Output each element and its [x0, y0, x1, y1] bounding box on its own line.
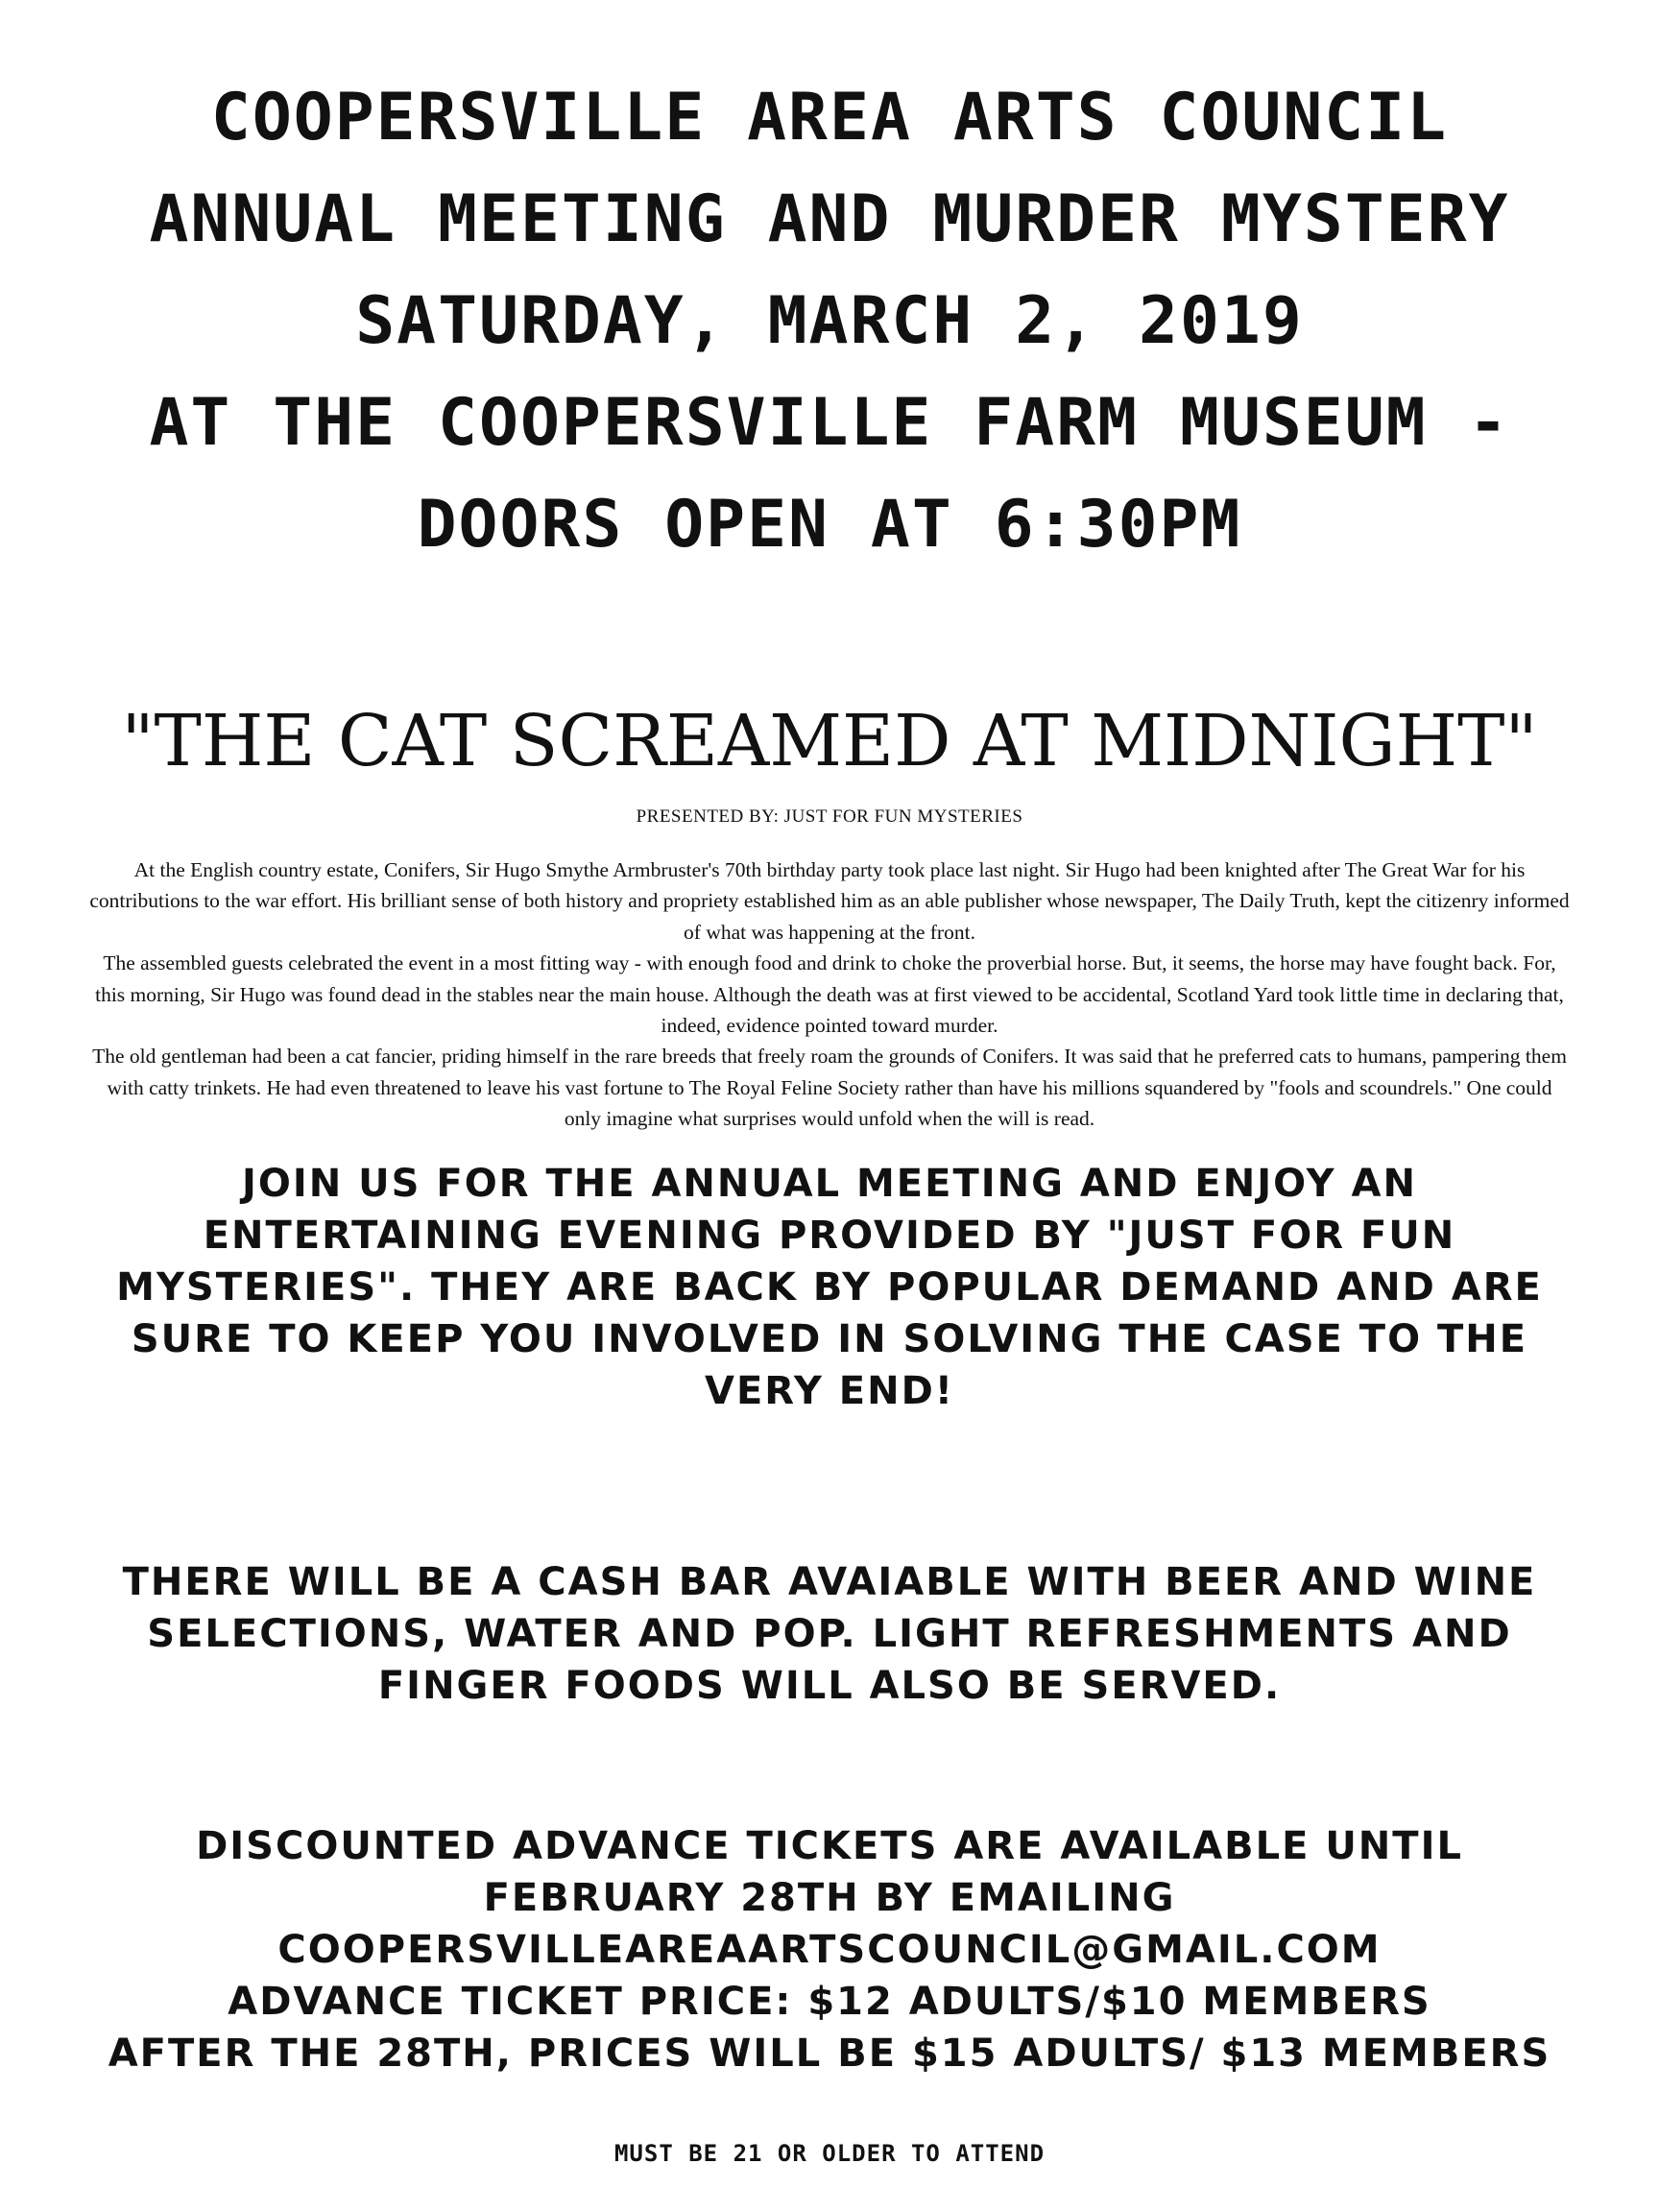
advance-ticket-price: ADVANCE TICKET PRICE: $12 ADULTS/$10 MEMBERS: [228, 1980, 1431, 2024]
event-header: [58, 67, 1601, 576]
play-title: "THE CAT SCREAMED AT MIDNIGHT": [121, 700, 1538, 782]
organization-title: COOPERSVILLE AREA ARTS COUNCIL: [210, 80, 1449, 156]
doors-open-time: DOORS OPEN AT 6:30PM: [417, 487, 1242, 563]
invitation-paragraph: JOIN US FOR THE ANNUAL MEETING AND ENJOY AN ENTERTAINING EVENING PROVIDED BY "JUST FOR FUN MYSTERIES". THEY ARE BACK BY POPULAR DEMAND AND ARE SURE TO KEEP YOU INVOLVED IN SOLVING THE CASE TO THE VERY END!: [116, 1162, 1543, 1413]
event-venue: AT THE COOPERSVILLE FARM MUSEUM -: [149, 385, 1510, 461]
event-date: SATURDAY, MARCH 2, 2019: [355, 283, 1304, 359]
refreshments-paragraph: THERE WILL BE A CASH BAR AVAIABLE WITH BEER AND WINE SELECTIONS, WATER AND POP. LIGHT REFRESHMENTS AND FINGER FOODS WILL ALSO BE SERVED.: [122, 1560, 1537, 1708]
refreshments-text: [67, 1556, 1592, 1712]
contact-email: COOPERSVILLEAREAARTSCOUNCIL@GMAIL.COM: [277, 1928, 1382, 1972]
story-synopsis: [86, 854, 1573, 1135]
story-paragraph: The assembled guests celebrated the event in a most fitting way - with enough food and drink to choke the proverbial horse. But, it seems, the horse may have fought back. For, this morning, Sir Hugo was found dead in the stables near the main house. Although the death was at first viewed to be accidental, Scotland Yard took little time in declaring that, indeed, evidence pointed toward murder.: [95, 951, 1564, 1038]
event-title: ANNUAL MEETING AND MURDER MYSTERY: [149, 181, 1510, 257]
late-ticket-price: AFTER THE 28TH, PRICES WILL BE $15 ADULTS/ $13 MEMBERS: [108, 2032, 1551, 2076]
story-paragraph: The old gentleman had been a cat fancier, priding himself in the rare breeds that freely roam the grounds of Conifers. It was said that he preferred cats to humans, pampering them with catty trinkets. He had even threatened to leave his vast fortune to The Royal Feline Society rather than have his millions squandered by "fools and scoundrels." One could only imagine what surprises would unfold when the will is read.: [92, 1045, 1567, 1131]
invitation-text: [67, 1158, 1592, 1417]
age-requirement: MUST BE 21 OR OLDER TO ATTEND: [613, 2140, 1046, 2167]
story-paragraph: At the English country estate, Conifers, Sir Hugo Smythe Armbruster's 70th birthday party took place last night. Sir Hugo had been knighted after The Great War for his contributions to the war effort. His brilliant sense of both history and propriety established him as an able publisher whose newspaper, The Daily Truth, kept the citizenry informed of what was happening at the front.: [89, 858, 1570, 944]
ticket-deadline: FEBRUARY 28TH BY EMAILING: [483, 1876, 1176, 1920]
ticket-info: [67, 1820, 1592, 2080]
ticket-availability: DISCOUNTED ADVANCE TICKETS ARE AVAILABLE UNTIL: [196, 1824, 1463, 1868]
presented-by: PRESENTED BY: JUST FOR FUN MYSTERIES: [636, 806, 1023, 827]
